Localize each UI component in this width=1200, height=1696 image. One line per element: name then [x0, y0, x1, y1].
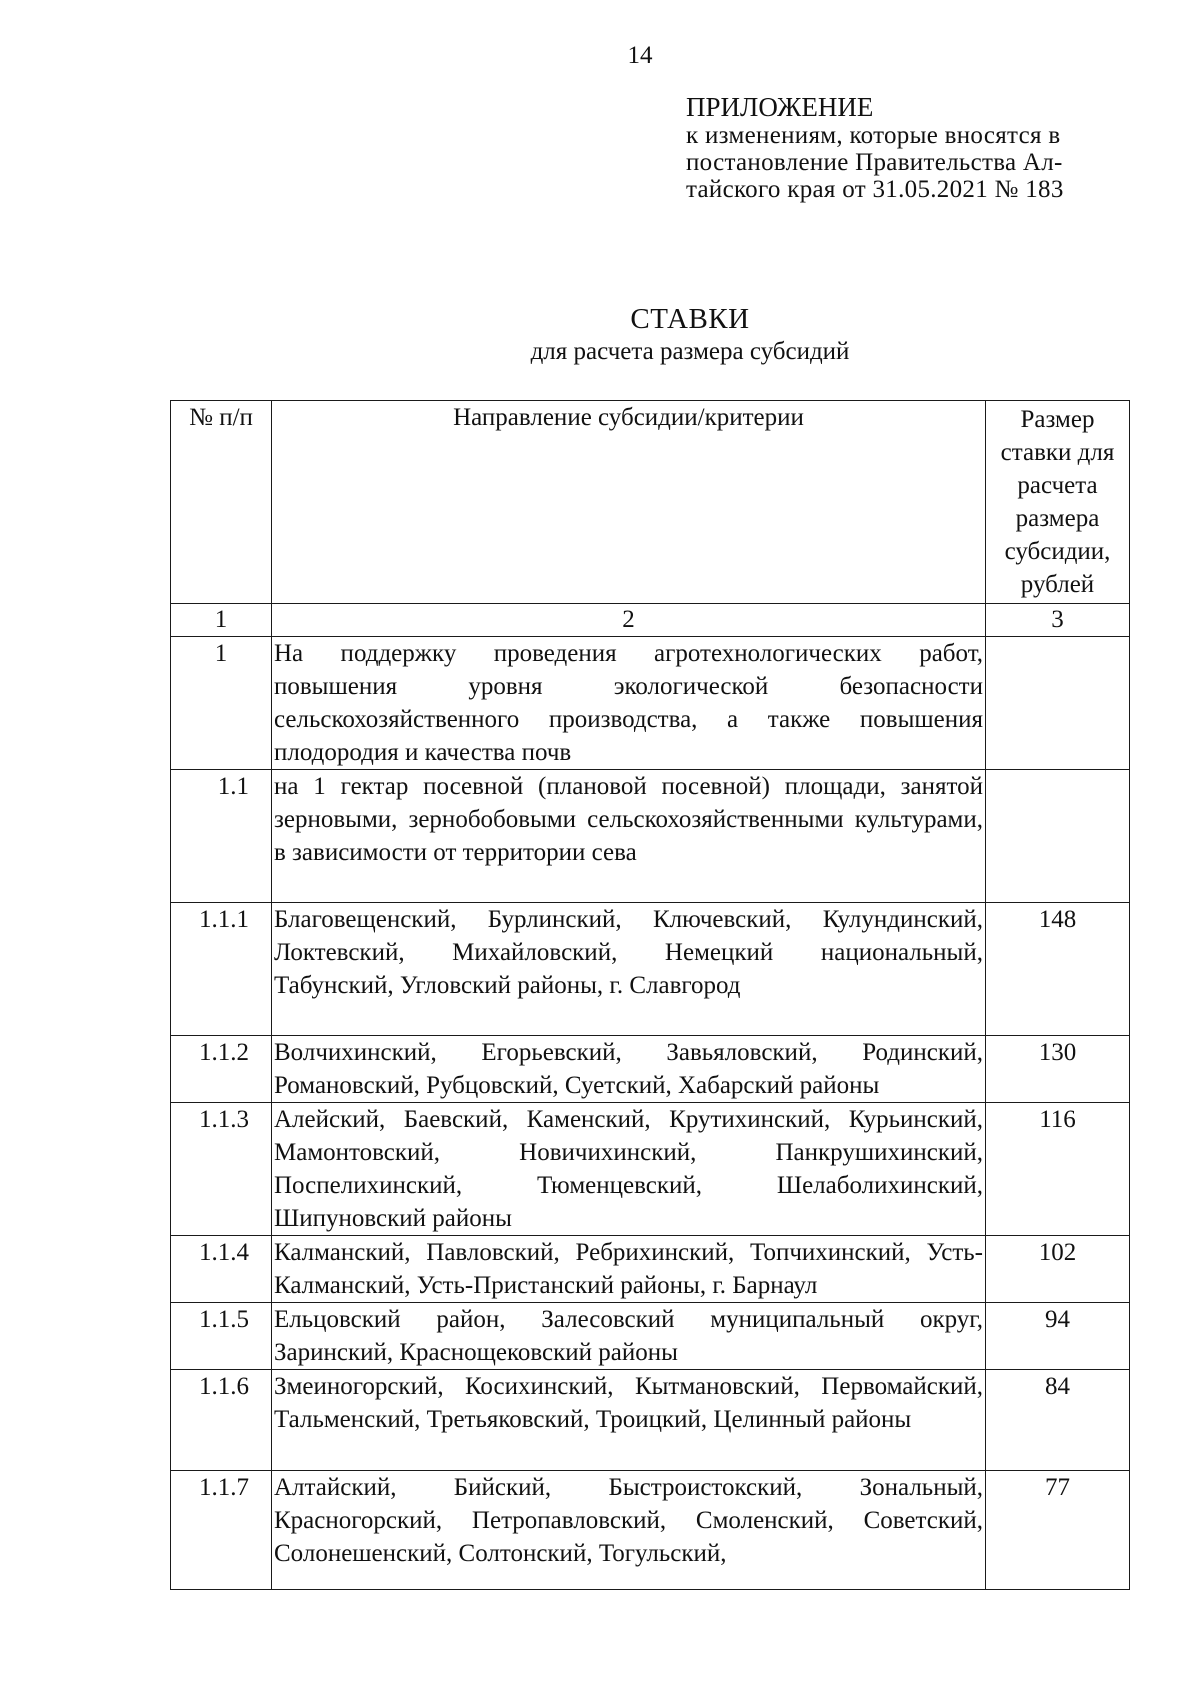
row-number: 1.1: [171, 770, 272, 903]
row-text: Алтайский, Бийский, Быстроистокский, Зональный, Красногорский, Петропавловский, Смоленский, Советский, Солонешенский, Солтонский, Тогульский,: [272, 1471, 986, 1590]
column-number: 1: [171, 604, 272, 637]
rates-table: [170, 400, 1130, 1590]
row-text: Алейский, Баевский, Каменский, Крутихинский, Курьинский, Мамонтовский, Новичихинский, Панкрушихинский, Поспелихинский, Тюменцевский, Шелаболихинский, Шипуновский районы: [272, 1103, 986, 1236]
appendix-line-3: тайского края от 31.05.2021 № 183: [686, 176, 1064, 203]
row-number: 1.1.7: [171, 1471, 272, 1590]
row-number: 1.1.2: [171, 1036, 272, 1103]
table-row: [171, 1103, 1130, 1236]
title-block: [0, 302, 1200, 368]
header-number: № п/п: [171, 401, 272, 604]
header-direction: Направление субсидии/критерии: [272, 401, 986, 604]
row-text: на 1 гектар посевной (плановой посевной) площади, занятой зерновыми, зернобобовыми сельскохозяйственными культурами, в зависимости от территории сева: [272, 770, 986, 903]
appendix-line-2: постановление Правительства Ал-: [686, 149, 1063, 176]
header-rate: Размер ставки для расчета размера субсидии, рублей: [986, 401, 1130, 604]
table-header-row: [171, 401, 1130, 604]
row-text: Калманский, Павловский, Ребрихинский, Топчихинский, Усть-Калманский, Усть-Пристанский районы, г. Барнаул: [272, 1236, 986, 1303]
row-value: 148: [986, 903, 1130, 1036]
column-number-row: [171, 604, 1130, 637]
column-number: 3: [986, 604, 1130, 637]
table-row: [171, 1370, 1130, 1471]
document-title: СТАВКИ: [630, 303, 750, 335]
column-number: 2: [272, 604, 986, 637]
row-value: 84: [986, 1370, 1130, 1471]
row-value: 77: [986, 1471, 1130, 1590]
row-value: [986, 770, 1130, 903]
table-row: [171, 1303, 1130, 1370]
row-number: 1.1.3: [171, 1103, 272, 1236]
table-row: [171, 1236, 1130, 1303]
row-text: Благовещенский, Бурлинский, Ключевский, Кулундинский, Локтевский, Михайловский, Немецкий национальный, Табунский, Угловский районы, г. Славгород: [272, 903, 986, 1036]
row-text: Волчихинский, Егорьевский, Завьяловский, Родинский, Романовский, Рубцовский, Суетский, Хабарский районы: [272, 1036, 986, 1103]
row-value: 116: [986, 1103, 1130, 1236]
appendix-heading: ПРИЛОЖЕНИЕ: [686, 92, 874, 122]
table-row: [171, 637, 1130, 770]
row-text: Ельцовский район, Залесовский муниципальный округ, Заринский, Краснощековский районы: [272, 1303, 986, 1370]
document-subtitle: для расчета размера субсидий: [530, 338, 850, 365]
row-number: 1.1.6: [171, 1370, 272, 1471]
row-value: 94: [986, 1303, 1130, 1370]
row-text: Змеиногорский, Косихинский, Кытмановский, Первомайский, Тальменский, Третьяковский, Троицкий, Целинный районы: [272, 1370, 986, 1471]
row-text: На поддержку проведения агротехнологических работ, повышения уровня экологической безопасности сельскохозяйственного производства, а также повышения плодородия и качества почв: [272, 637, 986, 770]
page-number: 14: [627, 42, 653, 69]
row-value: 130: [986, 1036, 1130, 1103]
row-number: 1.1.4: [171, 1236, 272, 1303]
table-row: [171, 903, 1130, 1036]
appendix-block: [686, 92, 1130, 203]
row-value: [986, 637, 1130, 770]
appendix-line-1: к изменениям, которые вносятся в: [686, 122, 1061, 149]
table-row: [171, 1471, 1130, 1590]
row-number: 1.1.1: [171, 903, 272, 1036]
row-number: 1: [171, 637, 272, 770]
row-number: 1.1.5: [171, 1303, 272, 1370]
table-row: [171, 770, 1130, 903]
table-row: [171, 1036, 1130, 1103]
row-value: 102: [986, 1236, 1130, 1303]
